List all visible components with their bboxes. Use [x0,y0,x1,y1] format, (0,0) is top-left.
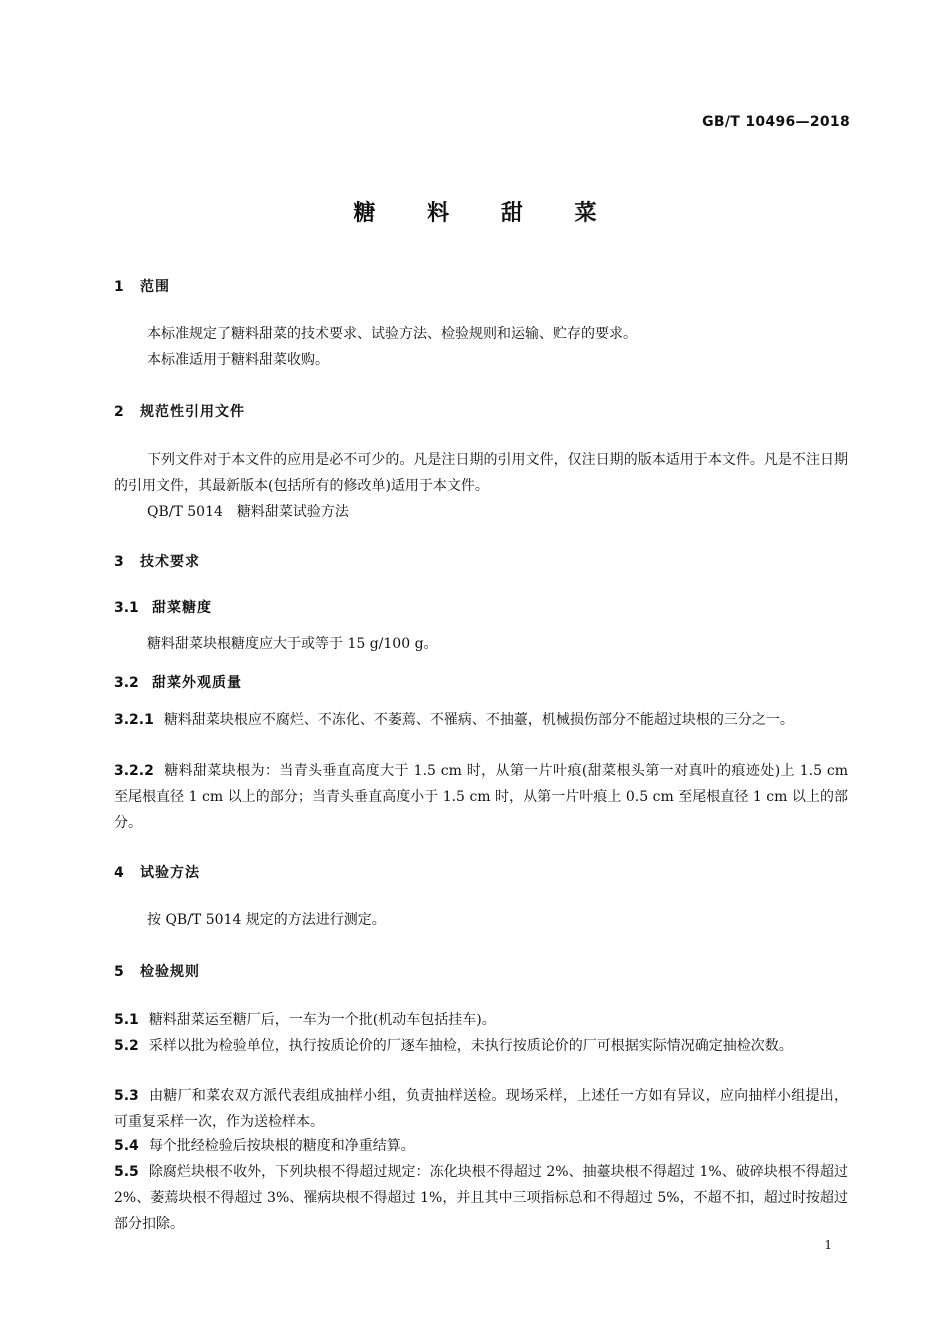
section-number: 3.1 [114,600,139,616]
clause-text: 由糖厂和菜农双方派代表组成抽样小组，负责抽样送检。现场采样，上述任一方如有异议，应向抽样小组提出，可重复采样一次，作为送检样本。 [114,1088,848,1130]
clause-number: 5.2 [114,1038,139,1054]
clause-number: 5.3 [114,1088,139,1104]
section-1-heading [114,276,170,296]
standard-code: GB/T 10496—2018 [702,114,850,130]
section-2-heading [114,401,245,421]
section-number: 3.2 [114,675,139,691]
paragraph: 按 QB/T 5014 规定的方法进行测定。 [147,912,386,928]
section-3-2-heading [114,672,242,692]
section-number: 5 [114,964,124,980]
clause-number: 5.5 [114,1164,139,1180]
paragraph: 糖料甜菜块根糖度应大于或等于 15 g/100 g。 [147,636,438,652]
clause-5-5 [114,1159,848,1237]
section-title: 技术要求 [140,554,200,570]
paragraph: 本标准规定了糖料甜菜的技术要求、试验方法、检验规则和运输、贮存的要求。 [147,326,637,342]
section-title: 检验规则 [140,964,200,980]
clause-text: 糖料甜菜块根为：当青头垂直高度大于 1.5 cm 时，从第一片叶痕(甜菜根头第一对真叶的痕迹处)上 1.5 cm 至尾根直径 1 cm 以上的部分；当青头垂直高度小于 1.5 cm 时，从第一片叶痕上 0.5 cm 至尾根直径 1 cm 以上的部分。 [114,763,848,831]
clause-5-2 [114,1033,848,1059]
section-title: 甜菜糖度 [152,600,212,616]
clause-text: 采样以批为检验单位，执行按质论价的厂逐车抽检，未执行按质论价的厂可根据实际情况确定抽检次数。 [148,1038,793,1054]
section-3-1-heading [114,597,212,617]
clause-3-2-2 [114,758,848,836]
clause-text: 除腐烂块根不收外，下列块根不得超过规定：冻化块根不得超过 2%、抽薹块根不得超过 1%、破碎块根不得超过 2%、萎蔫块根不得超过 3%、罹病块根不得超过 1%，并且其中三项指标总和不得超过 5%，不超不扣，超过时按超过部分扣除。 [114,1164,848,1232]
clause-number: 5.1 [114,1012,139,1028]
section-number: 1 [114,279,124,295]
section-3-heading [114,551,200,571]
clause-number: 3.2.2 [114,763,154,779]
section-title: 试验方法 [140,865,200,881]
page-number: 1 [824,1238,832,1252]
clause-number: 3.2.1 [114,712,154,728]
section-number: 4 [114,865,124,881]
paragraph: 下列文件对于本文件的应用是必不可少的。凡是注日期的引用文件，仅注日期的版本适用于本文件。凡是不注日期的引用文件，其最新版本(包括所有的修改单)适用于本文件。 [114,452,848,494]
section-number: 3 [114,554,124,570]
clause-text: 糖料甜菜运至糖厂后，一车为一个批(机动车包括挂车)。 [148,1012,496,1028]
clause-5-4 [114,1133,848,1159]
section-title: 甜菜外观质量 [152,675,242,691]
section-title: 范围 [140,279,170,295]
reference-entry: QB/T 5014 糖料甜菜试验方法 [147,504,349,520]
clause-3-2-1 [114,707,848,733]
paragraph: 本标准适用于糖料甜菜收购。 [147,352,329,368]
clause-5-3 [114,1083,848,1135]
section-4-heading [114,862,200,882]
section-5-heading [114,961,200,981]
clause-text: 每个批经检验后按块根的糖度和净重结算。 [148,1138,415,1154]
section-title: 规范性引用文件 [140,404,245,420]
clause-5-1 [114,1007,848,1033]
document-title: 糖 料 甜 菜 [353,201,619,226]
clause-text: 糖料甜菜块根应不腐烂、不冻化、不萎蔫、不罹病、不抽薹，机械损伤部分不能超过块根的三分之一。 [163,712,794,728]
section-number: 2 [114,404,124,420]
clause-number: 5.4 [114,1138,139,1154]
